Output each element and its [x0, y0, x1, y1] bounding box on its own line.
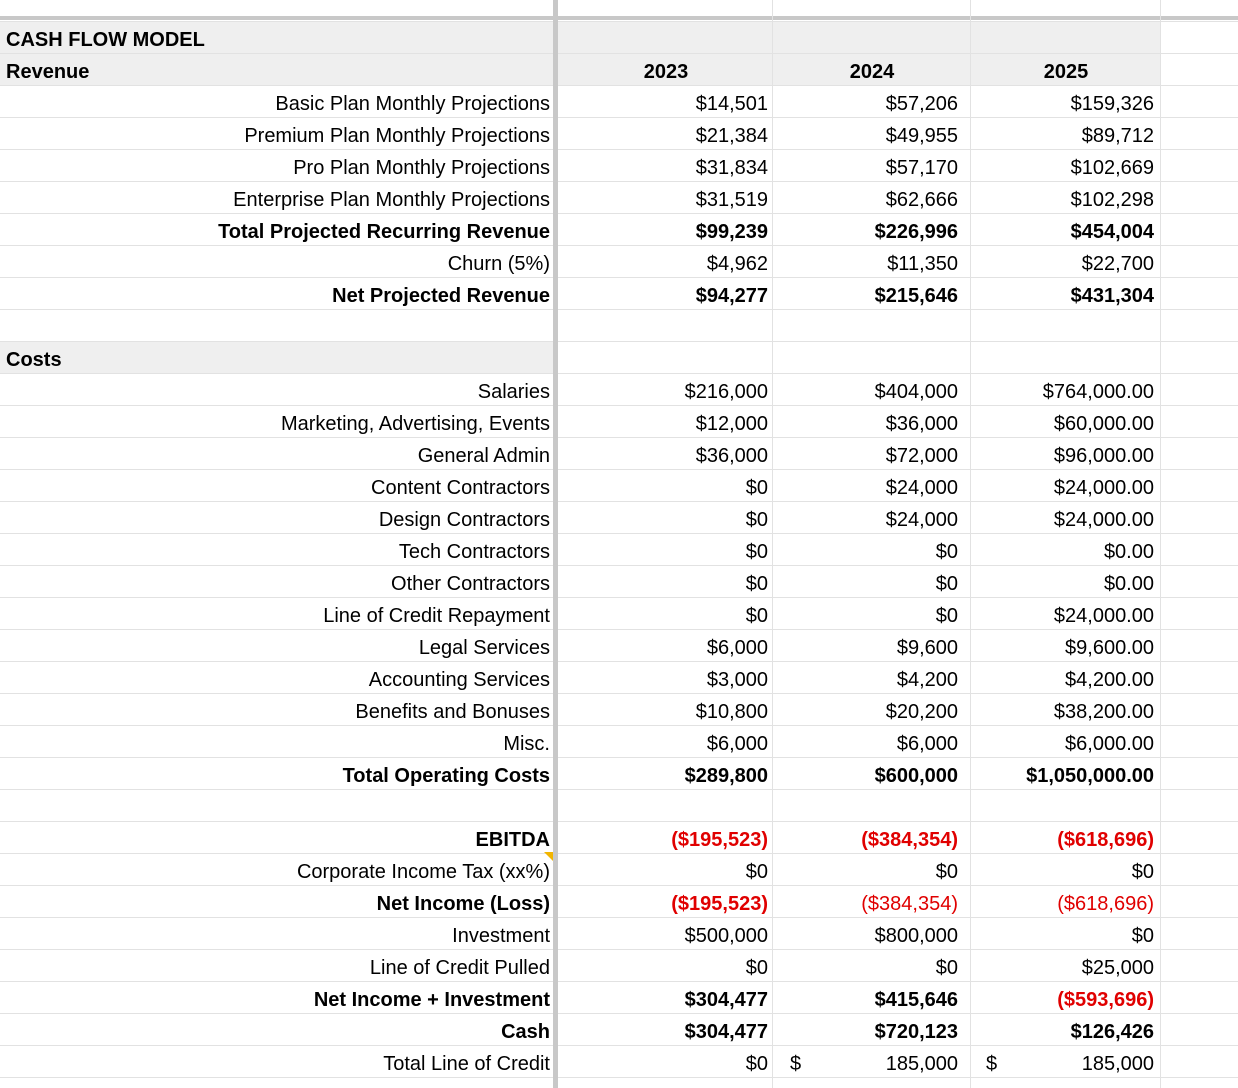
row-label: Other Contractors	[391, 573, 550, 595]
row-value-2024: $404,000	[874, 381, 958, 403]
row-value-2023: $0	[745, 861, 768, 883]
row-gridline	[0, 437, 1238, 438]
row-label: Misc.	[503, 733, 550, 755]
row-gridline	[0, 245, 1238, 246]
row-gridline	[0, 629, 1238, 630]
row-gridline	[0, 341, 1238, 342]
row-value-2024: $57,206	[885, 93, 958, 115]
row-value-2025: $25,000	[1081, 957, 1154, 979]
column-gridline	[970, 0, 971, 1088]
row-value-2024: $0	[935, 541, 958, 563]
row-value-2023: $4,962	[706, 253, 768, 275]
row-gridline	[0, 501, 1238, 502]
row-value-2024: ($384,354)	[861, 829, 958, 851]
row-label: Legal Services	[418, 637, 550, 659]
row-value-2024: $226,996	[874, 221, 958, 243]
row-value-2023: $36,000	[695, 445, 768, 467]
row-label: General Admin	[417, 445, 550, 467]
row-label: Total Operating Costs	[342, 765, 550, 787]
row-gridline	[0, 565, 1238, 566]
row-gridline	[0, 181, 1238, 182]
row-gridline	[0, 213, 1238, 214]
row-value-2025: $24,000.00	[1053, 509, 1154, 531]
currency-symbol: $	[986, 1053, 998, 1075]
row-gridline	[0, 949, 1238, 950]
row-value-2025: $102,298	[1070, 189, 1154, 211]
row-value-2025: $1,050,000.00	[1026, 765, 1154, 787]
row-value-2025: ($593,696)	[1057, 989, 1154, 1011]
row-value-2024: $800,000	[874, 925, 958, 947]
row-gridline	[0, 917, 1238, 918]
row-value-2024: $720,123	[874, 1021, 958, 1043]
row-gridline	[0, 309, 1238, 310]
currency-symbol: $	[790, 1053, 802, 1075]
row-label: Line of Credit Pulled	[369, 957, 550, 979]
year-2024-header: 2024	[849, 61, 895, 83]
row-value-2023: $0	[745, 605, 768, 627]
row-value-2025: ($618,696)	[1057, 829, 1154, 851]
row-label: Basic Plan Monthly Projections	[275, 93, 550, 115]
row-value-2023: $304,477	[684, 989, 768, 1011]
row-value-2024: ($384,354)	[861, 893, 958, 915]
row-value-2025: $38,200.00	[1053, 701, 1154, 723]
row-gridline	[0, 981, 1238, 982]
row-value-2023: $0	[745, 1053, 768, 1075]
row-value-2025: $22,700	[1081, 253, 1154, 275]
row-gridline	[0, 533, 1238, 534]
row-label: Design Contractors	[378, 509, 550, 531]
row-value-2023: $10,800	[695, 701, 768, 723]
row-gridline	[0, 853, 1238, 854]
row-value-2024: $0	[935, 861, 958, 883]
row-value-2025: $9,600.00	[1065, 637, 1154, 659]
row-gridline	[0, 469, 1238, 470]
row-label: Enterprise Plan Monthly Projections	[233, 189, 550, 211]
row-value-2025: $0.00	[1103, 541, 1154, 563]
row-value-2024: $20,200	[885, 701, 958, 723]
row-label: Corporate Income Tax (xx%)	[296, 861, 550, 883]
row-value-2023: $304,477	[684, 1021, 768, 1043]
row-value-2025: $0	[1131, 861, 1154, 883]
row-label: Cash	[501, 1021, 550, 1043]
row-label: Churn (5%)	[447, 253, 550, 275]
row-value-2025: 185,000	[1081, 1053, 1154, 1075]
row-gridline	[0, 821, 1238, 822]
row-value-2023: $0	[745, 957, 768, 979]
year-2025-header: 2025	[1043, 61, 1089, 83]
row-value-2024: $6,000	[896, 733, 958, 755]
row-value-2024: $57,170	[885, 157, 958, 179]
row-value-2023: $6,000	[706, 637, 768, 659]
row-gridline	[0, 725, 1238, 726]
revenue-section-label: Revenue	[6, 61, 90, 83]
row-label: Marketing, Advertising, Events	[280, 413, 550, 435]
row-value-2025: $4,200.00	[1065, 669, 1154, 691]
row-value-2024: $415,646	[874, 989, 958, 1011]
row-value-2023: $216,000	[684, 381, 768, 403]
row-value-2023: $0	[745, 573, 768, 595]
row-label: Benefits and Bonuses	[355, 701, 550, 723]
row-value-2023: $500,000	[684, 925, 768, 947]
row-value-2023: $0	[745, 509, 768, 531]
row-value-2025: $6,000.00	[1065, 733, 1154, 755]
row-value-2025: $24,000.00	[1053, 605, 1154, 627]
row-value-2023: ($195,523)	[671, 829, 768, 851]
frozen-column-separator	[553, 0, 558, 1088]
row-value-2023: $12,000	[695, 413, 768, 435]
row-gridline	[0, 21, 1238, 22]
row-value-2024: $49,955	[885, 125, 958, 147]
row-label: Net Income + Investment	[313, 989, 550, 1011]
row-value-2023: $6,000	[706, 733, 768, 755]
row-value-2025: $102,669	[1070, 157, 1154, 179]
row-gridline	[0, 117, 1238, 118]
row-label: Premium Plan Monthly Projections	[244, 125, 550, 147]
row-label: Total Projected Recurring Revenue	[218, 221, 550, 243]
row-label: Salaries	[477, 381, 550, 403]
row-value-2025: $96,000.00	[1053, 445, 1154, 467]
row-label: Investment	[452, 925, 550, 947]
row-gridline	[0, 373, 1238, 374]
row-value-2024: 185,000	[885, 1053, 958, 1075]
column-gridline	[772, 0, 773, 1088]
row-gridline	[0, 149, 1238, 150]
costs-section-label: Costs	[6, 349, 62, 371]
row-value-2024: $215,646	[874, 285, 958, 307]
year-2023-header: 2023	[643, 61, 689, 83]
row-gridline	[0, 885, 1238, 886]
row-value-2024: $11,350	[887, 253, 958, 275]
row-value-2025: $60,000.00	[1053, 413, 1154, 435]
row-value-2023: $0	[745, 541, 768, 563]
row-value-2023: $3,000	[706, 669, 768, 691]
row-gridline	[0, 1045, 1238, 1046]
row-value-2025: $454,004	[1070, 221, 1154, 243]
row-gridline	[0, 757, 1238, 758]
row-label: Tech Contractors	[398, 541, 550, 563]
row-value-2025: $764,000.00	[1042, 381, 1154, 403]
costs-header-bg	[0, 342, 553, 374]
row-value-2024: $9,600	[896, 637, 958, 659]
row-value-2023: $289,800	[684, 765, 768, 787]
row-label: Pro Plan Monthly Projections	[293, 157, 550, 179]
row-value-2023: $31,519	[695, 189, 768, 211]
row-value-2025: $24,000.00	[1053, 477, 1154, 499]
row-label: Net Projected Revenue	[332, 285, 550, 307]
row-label: EBITDA	[475, 829, 550, 851]
row-label: Accounting Services	[368, 669, 550, 691]
row-value-2024: $72,000	[885, 445, 958, 467]
row-value-2024: $0	[935, 957, 958, 979]
row-value-2025: $126,426	[1070, 1021, 1154, 1043]
column-gridline	[1160, 0, 1161, 1088]
row-value-2024: $24,000	[885, 509, 958, 531]
row-value-2025: ($618,696)	[1057, 893, 1154, 915]
sheet-title: CASH FLOW MODEL	[6, 29, 205, 51]
row-value-2023: $31,834	[695, 157, 768, 179]
row-value-2024: $4,200	[896, 669, 958, 691]
row-gridline	[0, 1077, 1238, 1078]
row-value-2024: $62,666	[885, 189, 958, 211]
comment-indicator[interactable]	[544, 852, 553, 861]
row-label: Content Contractors	[371, 477, 550, 499]
row-value-2025: $159,326	[1070, 93, 1154, 115]
row-value-2023: ($195,523)	[671, 893, 768, 915]
row-value-2023: $94,277	[695, 285, 768, 307]
row-label: Total Line of Credit	[383, 1053, 550, 1075]
row-value-2023: $21,384	[695, 125, 768, 147]
row-value-2024: $0	[935, 573, 958, 595]
row-label: Line of Credit Repayment	[323, 605, 550, 627]
row-value-2025: $0	[1131, 925, 1154, 947]
row-value-2025: $89,712	[1081, 125, 1154, 147]
row-value-2025: $431,304	[1070, 285, 1154, 307]
row-value-2024: $0	[935, 605, 958, 627]
row-label: Net Income (Loss)	[376, 893, 550, 915]
row-value-2023: $99,239	[695, 221, 768, 243]
row-gridline	[0, 1013, 1238, 1014]
row-value-2023: $14,501	[695, 93, 768, 115]
row-gridline	[0, 597, 1238, 598]
row-value-2024: $36,000	[885, 413, 958, 435]
row-value-2023: $0	[745, 477, 768, 499]
row-value-2024: $24,000	[885, 477, 958, 499]
row-gridline	[0, 277, 1238, 278]
row-gridline	[0, 693, 1238, 694]
header-divider	[0, 16, 1238, 20]
row-value-2024: $600,000	[874, 765, 958, 787]
row-value-2025: $0.00	[1103, 573, 1154, 595]
row-gridline	[0, 661, 1238, 662]
